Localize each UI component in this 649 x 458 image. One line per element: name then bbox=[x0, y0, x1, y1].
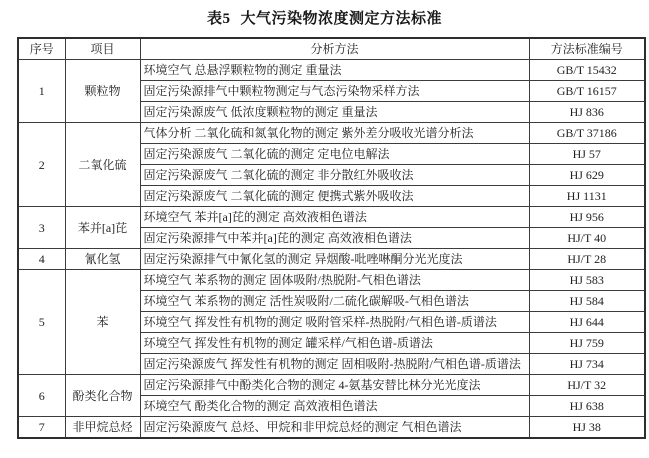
row-number-cell: 2 bbox=[18, 123, 65, 207]
item-cell: 氰化氢 bbox=[65, 249, 140, 270]
item-cell: 酚类化合物 bbox=[65, 375, 140, 417]
code-cell: GB/T 15432 bbox=[529, 60, 645, 81]
method-cell: 环境空气 挥发性有机物的测定 罐采样/气相色谱-质谱法 bbox=[140, 333, 529, 354]
table-row bbox=[18, 123, 645, 144]
table-number: 表5 bbox=[206, 11, 231, 27]
table-body bbox=[18, 60, 645, 439]
table-row bbox=[18, 249, 645, 270]
header-method: 分析方法 bbox=[140, 38, 529, 60]
standards-table bbox=[17, 37, 646, 439]
code-cell: HJ/T 32 bbox=[529, 375, 645, 396]
header-code: 方法标准编号 bbox=[529, 38, 645, 60]
code-cell: GB/T 16157 bbox=[529, 81, 645, 102]
code-cell: HJ/T 40 bbox=[529, 228, 645, 249]
code-cell: HJ 584 bbox=[529, 291, 645, 312]
table-row bbox=[18, 375, 645, 396]
table-row bbox=[18, 60, 645, 81]
code-cell: GB/T 37186 bbox=[529, 123, 645, 144]
row-number-cell: 7 bbox=[18, 417, 65, 439]
method-cell: 环境空气 苯系物的测定 活性炭吸附/二硫化碳解吸-气相色谱法 bbox=[140, 291, 529, 312]
method-cell: 固定污染源废气 总烃、甲烷和非甲烷总烃的测定 气相色谱法 bbox=[140, 417, 529, 439]
method-cell: 环境空气 苯系物的测定 固体吸附/热脱附-气相色谱法 bbox=[140, 270, 529, 291]
method-cell: 固定污染源废气 二氧化硫的测定 便携式紫外吸收法 bbox=[140, 186, 529, 207]
item-cell: 非甲烷总烃 bbox=[65, 417, 140, 439]
table-row bbox=[18, 270, 645, 291]
code-cell: HJ 629 bbox=[529, 165, 645, 186]
method-cell: 气体分析 二氧化硫和氮氧化物的测定 紫外差分吸收光谱分析法 bbox=[140, 123, 529, 144]
header-no: 序号 bbox=[18, 38, 65, 60]
row-number-cell: 6 bbox=[18, 375, 65, 417]
header-row bbox=[18, 38, 645, 60]
method-cell: 固定污染源排气中苯并[a]芘的测定 高效液相色谱法 bbox=[140, 228, 529, 249]
row-number-cell: 4 bbox=[18, 249, 65, 270]
code-cell: HJ 644 bbox=[529, 312, 645, 333]
method-cell: 固定污染源废气 低浓度颗粒物的测定 重量法 bbox=[140, 102, 529, 123]
method-cell: 固定污染源废气 二氧化硫的测定 定电位电解法 bbox=[140, 144, 529, 165]
table-row bbox=[18, 207, 645, 228]
table-title bbox=[0, 0, 649, 28]
row-number-cell: 3 bbox=[18, 207, 65, 249]
table-title-text: 大气污染物浓度测定方法标准 bbox=[240, 11, 443, 27]
method-cell: 环境空气 酚类化合物的测定 高效液相色谱法 bbox=[140, 396, 529, 417]
table-row bbox=[18, 417, 645, 439]
code-cell: HJ 583 bbox=[529, 270, 645, 291]
method-cell: 环境空气 总悬浮颗粒物的测定 重量法 bbox=[140, 60, 529, 81]
code-cell: HJ 759 bbox=[529, 333, 645, 354]
item-cell: 苯 bbox=[65, 270, 140, 375]
code-cell: HJ 38 bbox=[529, 417, 645, 439]
method-cell: 环境空气 挥发性有机物的测定 吸附管采样-热脱附/气相色谱-质谱法 bbox=[140, 312, 529, 333]
row-number-cell: 1 bbox=[18, 60, 65, 123]
method-cell: 固定污染源废气 挥发性有机物的测定 固相吸附-热脱附/气相色谱-质谱法 bbox=[140, 354, 529, 375]
code-cell: HJ 956 bbox=[529, 207, 645, 228]
method-cell: 固定污染源排气中氰化氢的测定 异烟酸-吡唑啉酮分光光度法 bbox=[140, 249, 529, 270]
item-cell: 苯并[a]芘 bbox=[65, 207, 140, 249]
code-cell: HJ 638 bbox=[529, 396, 645, 417]
method-cell: 环境空气 苯并[a]芘的测定 高效液相色谱法 bbox=[140, 207, 529, 228]
method-cell: 固定污染源废气 二氧化硫的测定 非分散红外吸收法 bbox=[140, 165, 529, 186]
row-number-cell: 5 bbox=[18, 270, 65, 375]
code-cell: HJ/T 28 bbox=[529, 249, 645, 270]
method-cell: 固定污染源排气中酚类化合物的测定 4-氨基安替比林分光光度法 bbox=[140, 375, 529, 396]
code-cell: HJ 57 bbox=[529, 144, 645, 165]
item-cell: 颗粒物 bbox=[65, 60, 140, 123]
code-cell: HJ 1131 bbox=[529, 186, 645, 207]
item-cell: 二氧化硫 bbox=[65, 123, 140, 207]
code-cell: HJ 734 bbox=[529, 354, 645, 375]
method-cell: 固定污染源排气中颗粒物测定与气态污染物采样方法 bbox=[140, 81, 529, 102]
header-item: 项目 bbox=[65, 38, 140, 60]
code-cell: HJ 836 bbox=[529, 102, 645, 123]
